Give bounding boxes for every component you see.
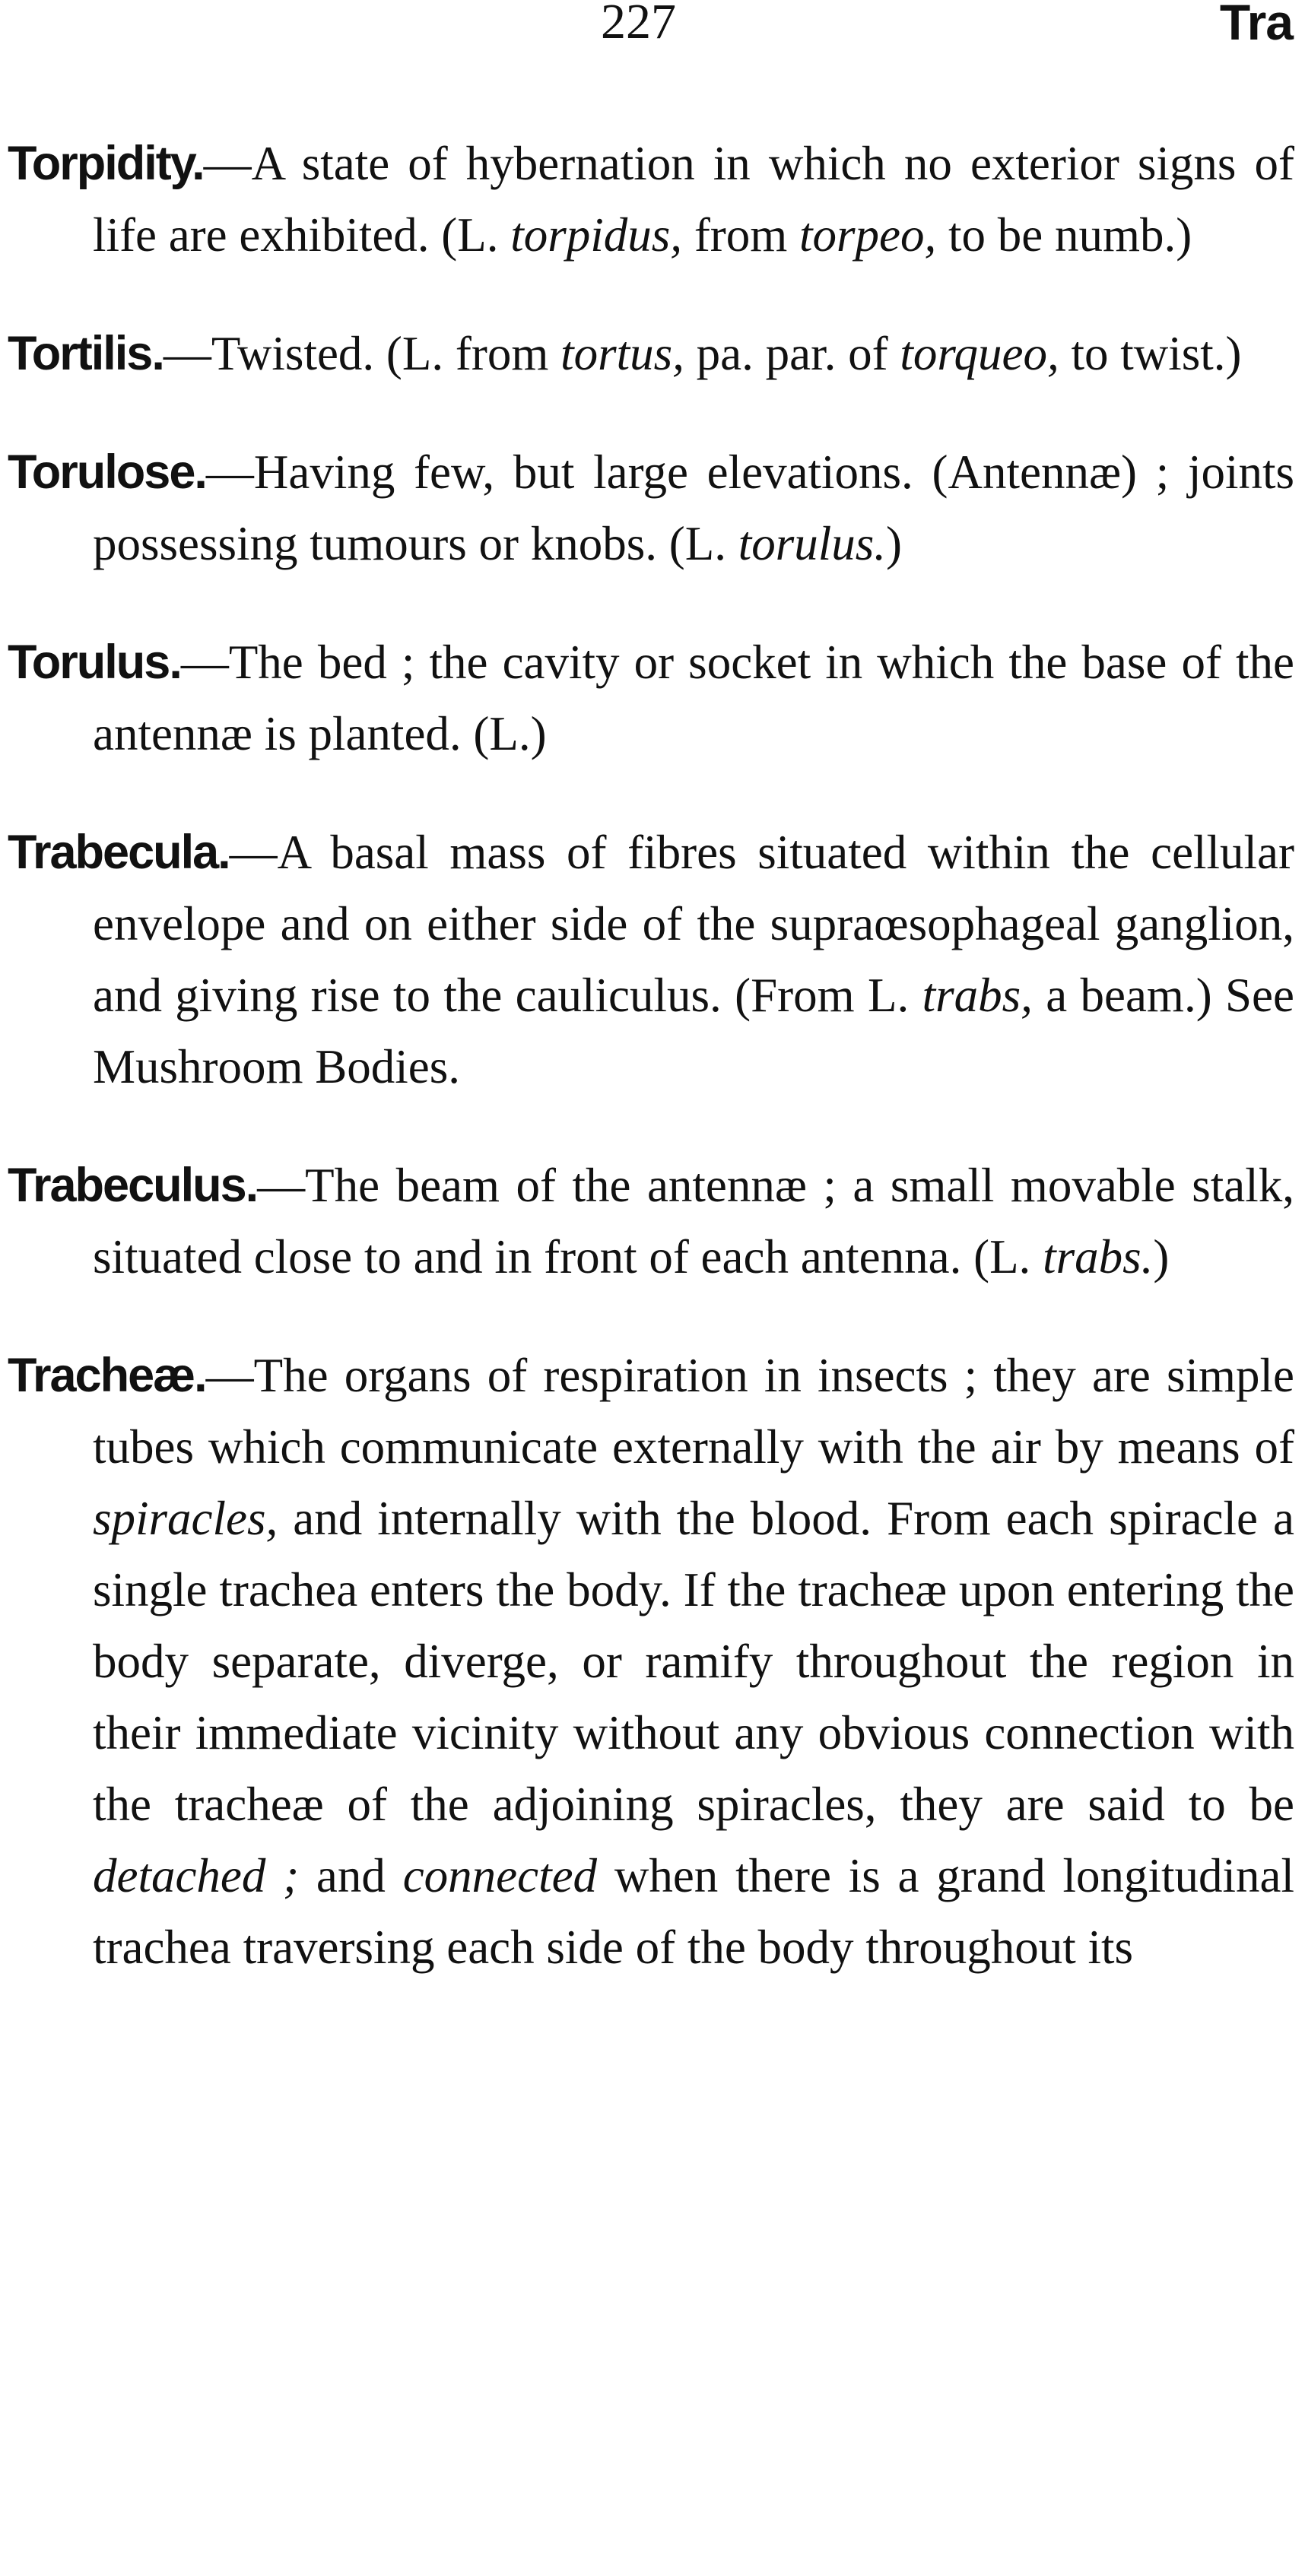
dictionary-entry <box>8 128 1294 271</box>
entry-list <box>8 128 1294 2030</box>
entry-italic-text: detached ; <box>93 1849 300 1902</box>
entry-text: and internally with the blood. From each spiracle a single trachea enters the body. If the tracheæ upon entering the body separate, diverge, or ramify throughout the region in their immediate vicinity without any obvious connection with the tracheæ of the adjoining spiracles, they are said to be <box>93 1492 1294 1831</box>
entry-text: when there is a grand longitudinal trachea traversing each side of the body throughout its <box>93 1849 1294 1974</box>
entry-term: Torpidity. <box>8 137 204 190</box>
entry-italic-text: trabs. <box>1043 1230 1154 1283</box>
entry-term: Trabecula. <box>8 826 230 879</box>
entry-italic-text: torulus. <box>738 517 887 570</box>
entry-text: to be numb.) <box>936 208 1192 262</box>
dictionary-entry <box>8 318 1294 389</box>
entry-text: pa. par. of <box>684 327 900 380</box>
dictionary-entry <box>8 1150 1294 1293</box>
entry-text: —Twisted. (L. from <box>163 327 561 380</box>
entry-text: —A basal mass of fibres situated within the cellular envelope and on either side of the supraœsophageal ganglion, and giving rise to the cauliculus. (From L. <box>93 826 1294 1022</box>
dictionary-entry <box>8 817 1294 1102</box>
page-number: 227 <box>601 0 676 49</box>
entry-italic-text: spiracles, <box>93 1492 278 1545</box>
entry-italic-text: torqueo, <box>900 327 1059 380</box>
entry-term: Torulus. <box>8 636 181 689</box>
entry-term: Tortilis. <box>8 327 164 380</box>
entry-text: a beam.) See Mushroom Bodies. <box>93 969 1294 1093</box>
running-head: Tra <box>1219 0 1293 50</box>
entry-text: to twist.) <box>1059 327 1242 380</box>
entry-term: Trabeculus. <box>8 1159 258 1212</box>
entry-text: from <box>682 208 800 262</box>
entry-italic-text: tortus, <box>560 327 684 380</box>
entry-text: —The organs of respiration in insects ; they are simple tubes which communicate externally with the air by means of <box>93 1349 1294 1474</box>
entry-text: —The beam of the antennæ ; a small movable stalk, situated close to and in front of each antenna. (L. <box>93 1159 1294 1283</box>
entry-text: and <box>299 1849 403 1902</box>
entry-text: —The bed ; the cavity or socket in which the base of the antennæ is planted. (L.) <box>93 636 1294 760</box>
entry-italic-text: torpidus, <box>510 208 683 262</box>
entry-italic-text: torpeo, <box>799 208 937 262</box>
entry-text: —A state of hybernation in which no exterior signs of life are exhibited. (L. <box>93 137 1294 262</box>
entry-italic-text: connected <box>402 1849 598 1902</box>
dictionary-entry <box>8 627 1294 769</box>
entry-text: —Having few, but large elevations. (Antennæ) ; joints possessing tumours or knobs. (L. <box>93 446 1294 570</box>
entry-term: Torulose. <box>8 446 206 499</box>
dictionary-entry <box>8 1340 1294 1983</box>
dictionary-entry <box>8 436 1294 579</box>
entry-term: Tracheæ. <box>8 1349 206 1402</box>
entry-text: ) <box>886 517 903 570</box>
entry-italic-text: trabs, <box>922 969 1033 1022</box>
entry-text: ) <box>1153 1230 1170 1283</box>
